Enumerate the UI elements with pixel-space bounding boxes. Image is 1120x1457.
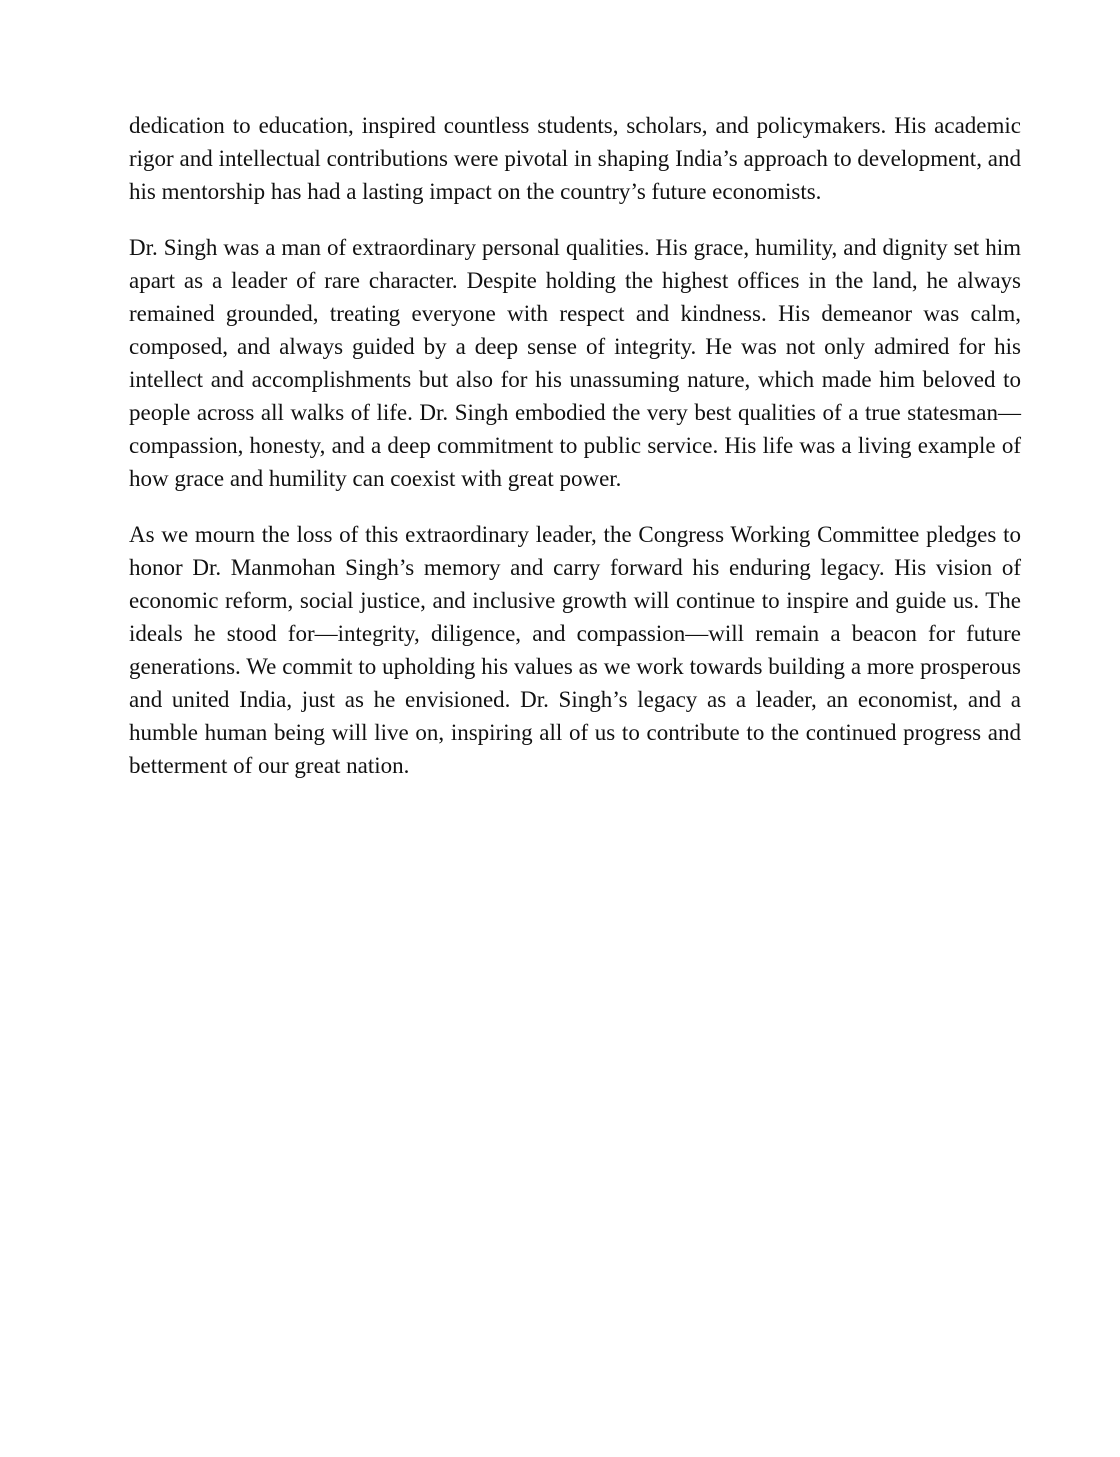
paragraph-mourning-pledge: As we mourn the loss of this extraordinary leader, the Congress Working Committee pledges to honor Dr. Manmohan Singh’s memory and carry forward his enduring legacy. His vision of economic reform, social justice, and inclusive growth will continue to inspire and guide us. The ideals he stood for—integrity, diligence, and compassion—will remain a beacon for future generations. We commit to upholding his values as we work towards building a more prosperous and united India, just as he envisioned. Dr. Singh’s legacy as a leader, an economist, and a humble human being will live on, inspiring all of us to contribute to the continued progress and betterment of our great nation.	[129, 522, 1021, 778]
paragraph-personal-qualities: Dr. Singh was a man of extraordinary personal qualities. His grace, humility, and dignity set him apart as a leader of rare character. Despite holding the highest offices in the land, he always remained grounded, treating everyone with respect and kindness. His demeanor was calm, composed, and always guided by a deep sense of integrity. He was not only admired for his intellect and accomplishments but also for his unassuming nature, which made him beloved to people across all walks of life. Dr. Singh embodied the very best qualities of a true statesman—compassion, honesty, and a deep commitment to public service. His life was a living example of how grace and humility can coexist with great power.	[129, 235, 1021, 491]
document-body	[129, 109, 1021, 805]
paragraph-legacy-education: dedication to education, inspired countless students, scholars, and policymakers. His academic rigor and intellectual contributions were pivotal in shaping India’s approach to development, and his mentorship has had a lasting impact on the country’s future economists.	[129, 113, 1021, 204]
